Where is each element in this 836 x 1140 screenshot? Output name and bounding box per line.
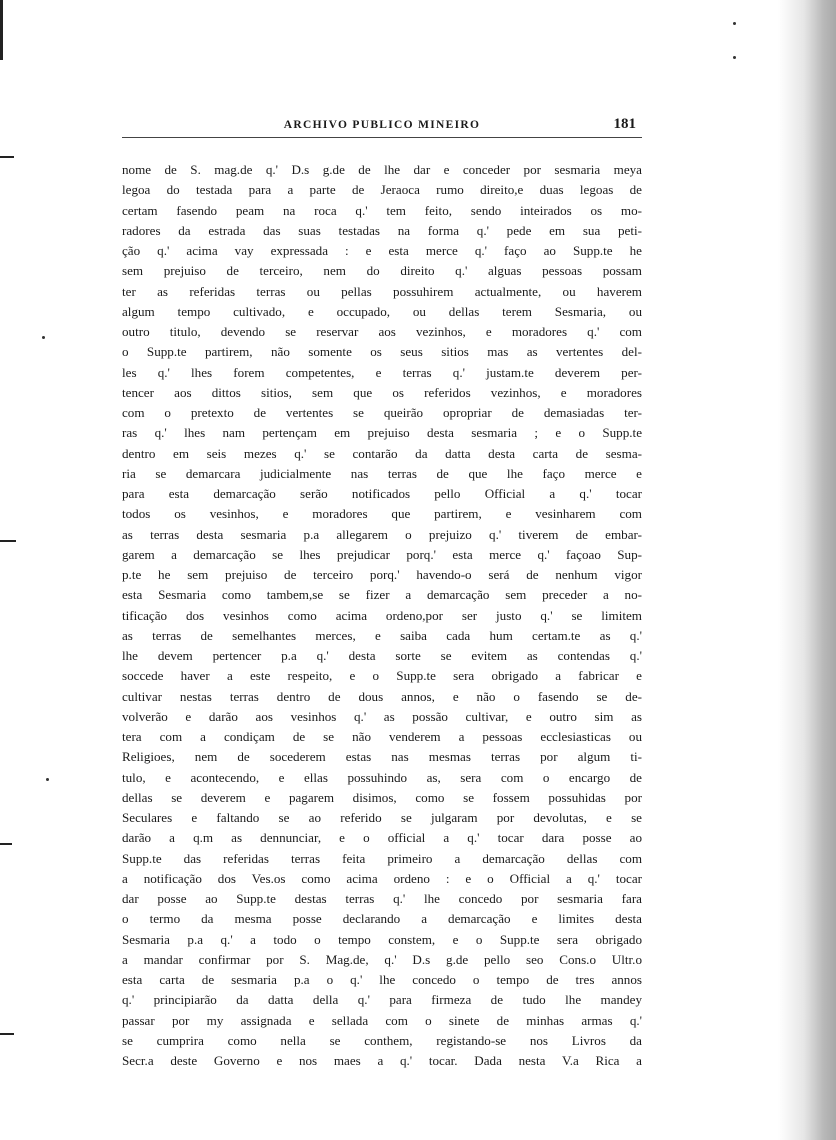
text-line: q.' principiarão da datta della q.' para firmeza de tudo lhe mandey — [122, 992, 642, 1008]
text-line: tera com a condiçam de se não venderem a pessoas ecclesiasticas ou — [122, 729, 642, 744]
margin-tick — [0, 540, 16, 542]
margin-tick — [0, 156, 14, 158]
running-title: ARCHIVO PUBLICO MINEIRO — [283, 119, 481, 131]
text-line: Supp.te das referidas terras feita primeiro a demarcação dellas com — [122, 850, 642, 866]
text-line: certam fasendo peam na roca q.' tem feito, sendo inteirados os mo- — [122, 202, 642, 218]
text-line: Religioes, nem de socederem estas nas mesmas terras por algum ti- — [122, 749, 642, 765]
text-line: ras q.' lhes nam pertençam em prejuiso desta sesmaria ; e o Supp.te — [122, 425, 642, 441]
text-line: soccede haver a este respeito, e o Supp.te sera obrigado a fabricar e — [122, 668, 642, 684]
text-line: les q.' lhes forem competentes, e terras q.' justam.te deverem per- — [122, 364, 642, 380]
text-line: tificação dos vesinhos como acima ordeno,por ser justo q.' se limitem — [122, 607, 642, 623]
text-line: sem prejuiso de terceiro, nem do direito q.' alguas pessoas possam — [122, 263, 642, 279]
text-line: as terras desta sesmaria p.a allegarem o prejuizo q.' tiverem de embar- — [122, 526, 642, 542]
text-line: algum tempo cultivado, e occupado, ou dellas terem Sesmaria, ou — [122, 303, 642, 319]
text-line: ter as referidas terras ou pellas possuhirem actualmente, ou haverem — [122, 283, 642, 299]
text-line: o Supp.te partirem, não somente os seus sitios mas as vertentes del- — [122, 344, 642, 360]
text-line: tulo, e acontecendo, e ellas possuhindo as, sera com o encargo de — [122, 769, 642, 785]
margin-mark — [733, 56, 736, 59]
text-line: a notificação dos Ves.os como acima ordeno : e o Official a q.' tocar — [122, 870, 642, 886]
text-line: o termo da mesma posse declarando a demarcação e limites desta — [122, 911, 642, 927]
text-line: lhe devem pertencer p.a q.' desta sorte se evitem as contendas q.' — [122, 648, 642, 663]
text-line: ção q.' acima vay expressada : e esta merce q.' faço ao Supp.te he — [122, 243, 642, 258]
page-number: 181 — [613, 116, 636, 132]
page-edge-shadow — [778, 0, 836, 1140]
margin-tick — [0, 1033, 14, 1035]
page-header — [122, 117, 642, 138]
text-line: Sesmaria p.a q.' a todo o tempo constem, e o Supp.te sera obrigado — [122, 931, 642, 947]
text-line: esta carta de sesmaria p.a o q.' lhe concedo o tempo de tres annos — [122, 972, 642, 987]
gutter-line — [0, 0, 3, 60]
text-line: radores da estrada das suas testadas na forma q.' pede em sua peti- — [122, 222, 642, 238]
text-line: Seculares e faltando se ao referido se julgaram por devolutas, e se — [122, 810, 642, 825]
text-line: dar posse ao Supp.te destas terras q.' lhe concedo por sesmaria fara — [122, 891, 642, 906]
text-line: com o pretexto de vertentes se queirão opropriar de demasiadas ter- — [122, 405, 642, 420]
text-line: todos os vesinhos, e moradores que partirem, e vesinharem com — [122, 506, 642, 522]
text-line: ria se demarcara judicialmente nas terras de que lhe faço merce e — [122, 465, 642, 481]
margin-mark — [733, 22, 736, 25]
text-line: tencer aos dittos sitios, sem que os referidos vezinhos, e moradores — [122, 384, 642, 400]
text-line: cultivar nestas terras dentro de dous annos, e não o fasendo se de- — [122, 688, 642, 704]
text-line: dellas se deverem e pagarem disimos, como se fossem possuhidas por — [122, 789, 642, 805]
text-line: as terras de semelhantes merces, e saiba cada hum certam.te as q.' — [122, 627, 642, 643]
text-line: Secr.a deste Governo e nos maes a q.' tocar. Dada nesta V.a Rica a — [122, 1053, 642, 1068]
text-line: para esta demarcação serão notificados pello Official a q.' tocar — [122, 486, 642, 501]
text-line: nome de S. mag.de q.' D.s g.de de lhe dar e conceder por sesmaria meya — [122, 162, 642, 177]
margin-mark — [42, 336, 45, 339]
margin-mark — [46, 778, 49, 781]
text-line: dentro em seis mezes q.' se contarão da datta desta carta de sesma- — [122, 445, 642, 461]
text-line: outro titulo, devendo se reservar aos vezinhos, e moradores q.' com — [122, 324, 642, 339]
text-line: se cumprira como nella se conthem, registando-se nos Livros da — [122, 1032, 642, 1048]
text-line: a mandar confirmar por S. Mag.de, q.' D.s g.de pello seo Cons.o Ultr.o — [122, 951, 642, 967]
margin-tick — [0, 843, 12, 845]
text-line: passar por my assignada e sellada com o sinete de minhas armas q.' — [122, 1012, 642, 1028]
body-text — [122, 160, 642, 1071]
text-line: darão a q.m as dennunciar, e o official a q.' tocar dara posse ao — [122, 830, 642, 846]
text-line: garem a demarcação se lhes prejudicar porq.' esta merce q.' façoao Sup- — [122, 546, 642, 562]
text-line: volverão e darão aos vesinhos q.' as possão cultivar, e outro sim as — [122, 708, 642, 724]
text-line: esta Sesmaria como tambem,se se fizer a demarcação sem preceder a no- — [122, 587, 642, 603]
text-line: p.te he sem prejuiso de terceiro porq.' havendo-o será de nenhum vigor — [122, 567, 642, 582]
text-line: legoa do testada para a parte de Jeraoca rumo direito,e duas legoas de — [122, 182, 642, 198]
